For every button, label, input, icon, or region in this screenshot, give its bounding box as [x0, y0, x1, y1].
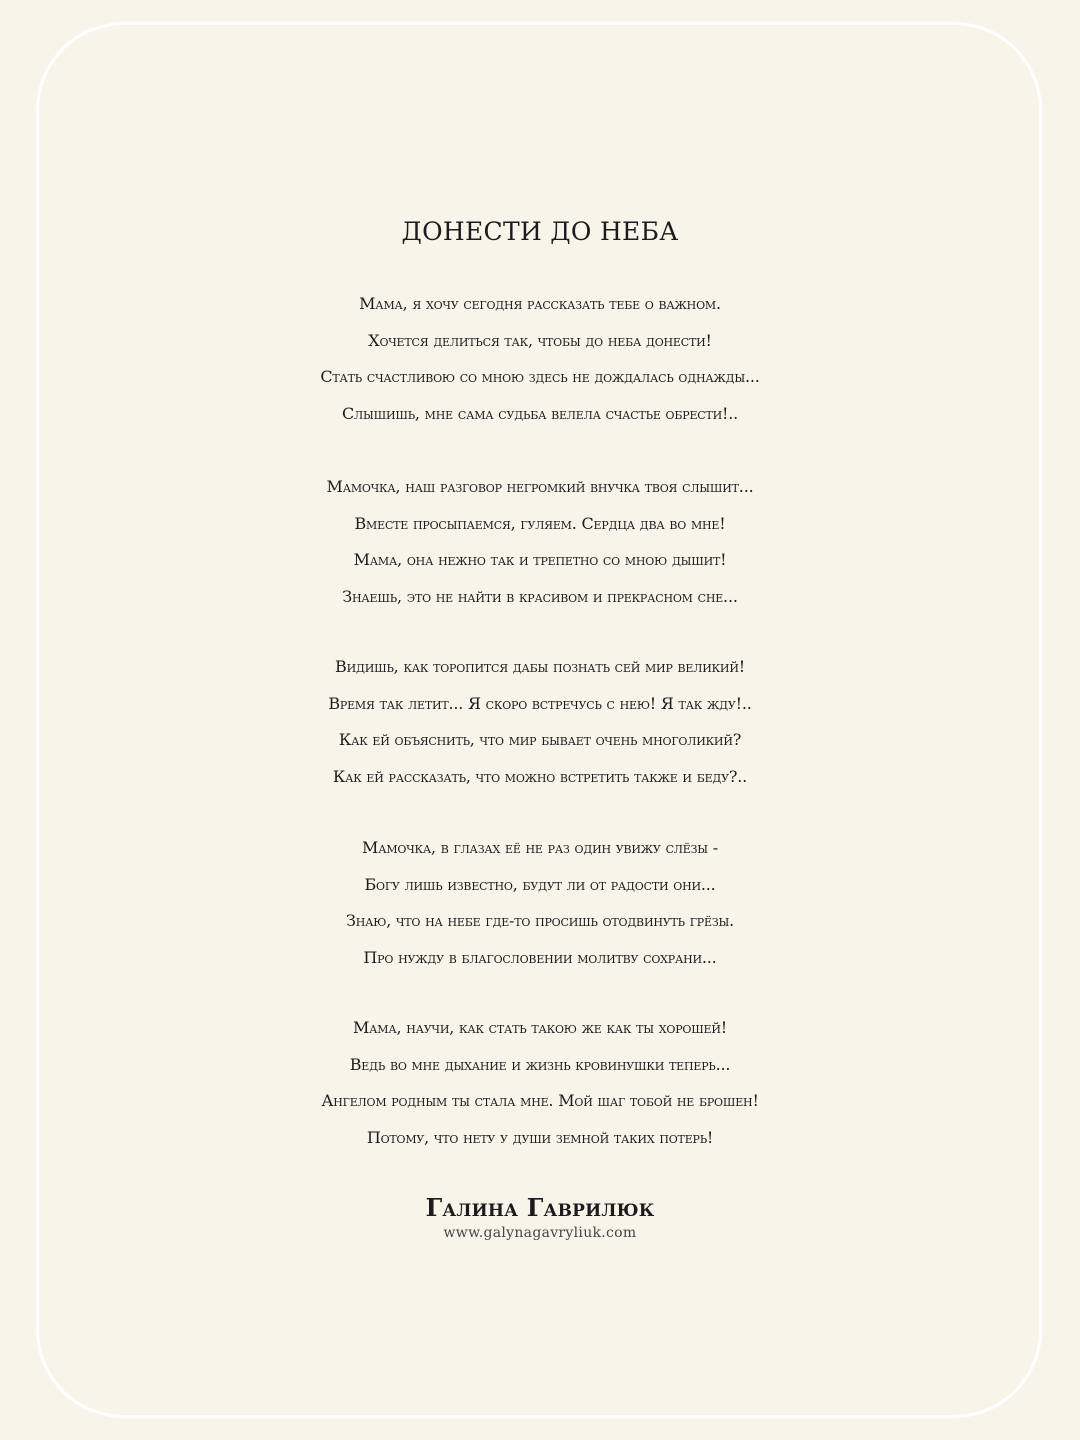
- author-name: Галина Гаврилюк: [425, 1193, 655, 1222]
- poem-line: Мамочка, наш разговор негромкий внучка твоя слышит...: [326, 477, 754, 496]
- poem-line: Видишь, как торопится дабы познать сей мир великий!: [335, 657, 745, 676]
- poem-line: Слышишь, мне сама судьба велела счастье обрести!..: [341, 403, 739, 423]
- poem-line: Время так летит... Я скоро встречусь с нею! Я так жду!..: [328, 693, 752, 713]
- poem-line: Потому, что нету у души земной таких потерь!: [366, 1127, 714, 1147]
- stanza-1: [0, 286, 1080, 432]
- poem-line: Стать счастливою со мною здесь не дождалась однажды...: [320, 367, 760, 386]
- poem-line: Знаю, что на небе где-то просишь отодвинуть грёзы.: [346, 911, 734, 930]
- poem-line: Как ей рассказать, что можно встретить также и беду?..: [332, 766, 748, 786]
- poem-line: Богу лишь известно, будут ли от радости они...: [364, 874, 716, 894]
- poem-line: Как ей объяснить, что мир бывает очень многоликий?: [338, 730, 742, 749]
- poem-line: Мама, я хочу сегодня рассказать тебе о важном.: [359, 294, 721, 313]
- poem-line: Ангелом родным ты стала мне. Мой шаг тобой не брошен!: [321, 1091, 759, 1110]
- poem-line: Мамочка, в глазах её не раз один увижу слёзы -: [362, 838, 718, 857]
- author-website: www.galynagavryliuk.com: [443, 1225, 637, 1241]
- poem-line: Про нужду в благословении молитву сохрани...: [363, 947, 717, 967]
- stanza-4: [0, 830, 1080, 976]
- poem-line: Мама, научи, как стать такою же как ты хорошей!: [352, 1018, 728, 1037]
- poem-line: Мама, она нежно так и трепетно со мною дышит!: [353, 550, 727, 569]
- poem-line: Вместе просыпаемся, гуляем. Сердца два во мне!: [354, 513, 726, 533]
- poem-line: Хочется делиться так, чтобы до неба донести!: [368, 330, 712, 350]
- poem-line: Знаешь, это не найти в красивом и прекрасном сне...: [342, 586, 738, 606]
- poem-line: Ведь во мне дыхание и жизнь кровинушки теперь...: [349, 1054, 731, 1074]
- stanza-5: [0, 1010, 1080, 1156]
- poem-title: ДОНЕСТИ ДО НЕБА: [401, 217, 679, 246]
- stanza-3: [0, 649, 1080, 795]
- stanza-2: [0, 469, 1080, 615]
